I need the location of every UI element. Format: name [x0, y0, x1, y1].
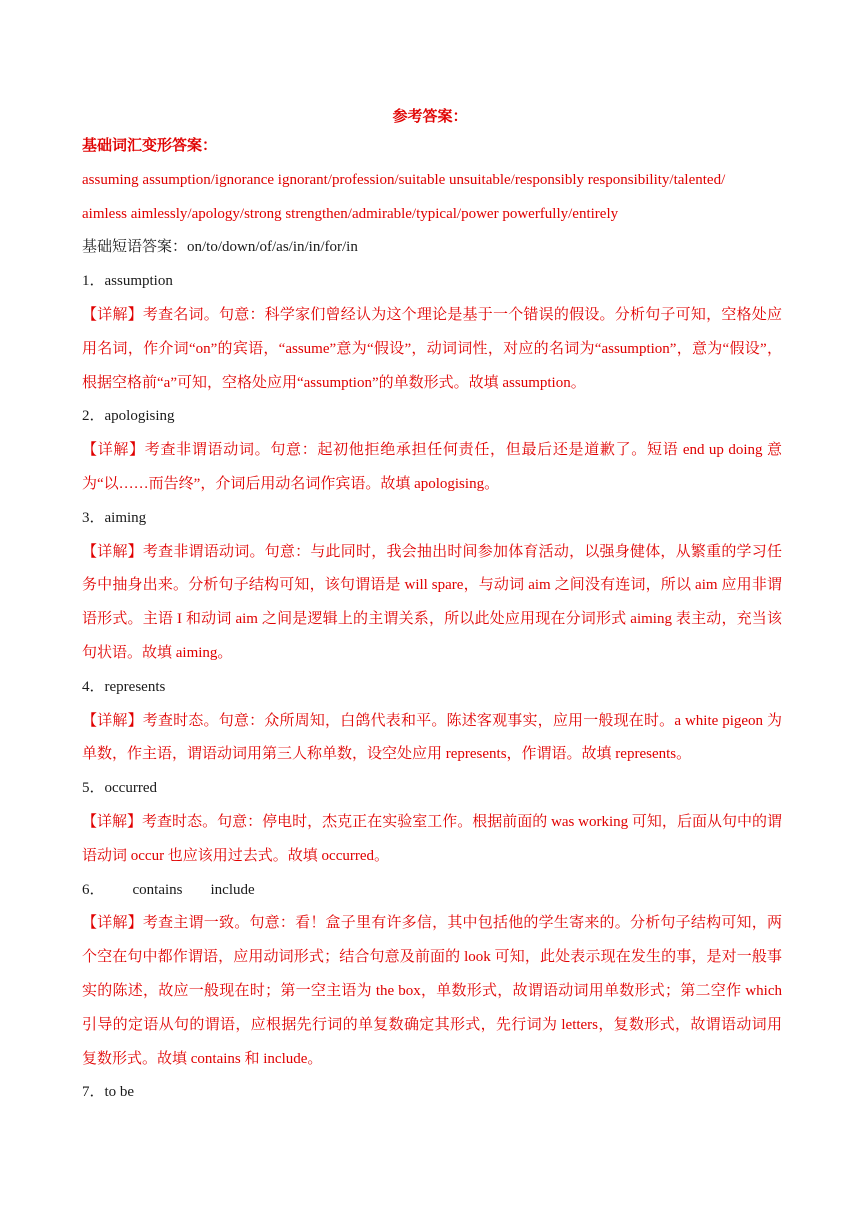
answer-content [82, 130, 782, 1110]
item-answer: represents [104, 678, 166, 695]
phrase-label: 基础短语答案： [82, 239, 188, 256]
page-title: 参考答案： [392, 109, 468, 125]
phrase-answers-line [82, 231, 782, 265]
item-6-explanation: 【详解】考查主谓一致。句意：看！盒子里有许多信，其中包括他的学生寄来的。分析句子结构可知，两个空在句中都作谓语，应用动词形式；结合句意及前面的 look 可知，此处表示现在发生的事，是对一般事实的陈述，故应一般现在时；第一空主语为 the box，单数形式，故谓语动词用单数形式；第二空作 which 引导的定语从句的谓语，应根据先行词的单复数确定其形式，先行词为 letters，复数形式，故谓语动词用复数形式。故填 contains 和 include。 [82, 915, 782, 1067]
item-number: 4． [82, 678, 105, 695]
vocab-line-1: assuming assumption/ignorance ignorant/profession/suitable unsuitable/responsibly responsibility/talented/ [82, 171, 726, 188]
item-3-explanation: 【详解】考查非谓语动词。句意：与此同时，我会抽出时间参加体育活动，以强身健体，从繁重的学习任务中抽身出来。分析句子结构可知，该句谓语是 will spare，与动词 aim 之间没有连词，所以 aim 应用非谓语形式。主语 I 和动词 aim 之间是逻辑上的主谓关系，所以此处应用现在分词形式 aiming 表主动，充当该句状语。故填 aiming。 [82, 543, 782, 661]
item-number: 2． [82, 408, 105, 425]
item-answer: assumption [104, 273, 173, 290]
item-answer: to be [104, 1084, 135, 1101]
item-4-explanation: 【详解】考查时态。句意：众所周知，白鸽代表和平。陈述客观事实，应用一般现在时。a white pigeon 为单数，作主语，谓语动词用第三人称单数，设空处应用 represents，作谓语。故填 represents。 [82, 712, 782, 763]
item-7-answer-line [82, 1076, 782, 1110]
item-6-answer-line [82, 874, 782, 908]
item-4-answer-line [82, 671, 782, 705]
item-answer-2: include [210, 881, 255, 898]
item-2-explanation: 【详解】考查非谓语动词。句意：起初他拒绝承担任何责任，但最后还是道歉了。短语 end up doing 意为“以……而告终”，介词后用动名词作宾语。故填 apologising。 [82, 442, 782, 492]
item-number: 1． [82, 273, 105, 290]
item-3-answer-line [82, 502, 782, 536]
item-5-explanation: 【详解】考查时态。句意：停电时，杰克正在实验室工作。根据前面的 was working 可知，后面从句中的谓语动词 occur 也应该用过去式。故填 occurred。 [82, 813, 782, 864]
item-2-answer-line [82, 400, 782, 434]
item-answer: occurred [104, 780, 157, 797]
vocab-line-2: aimless aimlessly/apology/strong strengthen/admirable/typical/power powerfully/entirely [82, 205, 619, 222]
item-answer: contains [132, 881, 183, 898]
vocab-heading: 基础词汇变形答案： [82, 138, 218, 154]
phrase-answers: on/to/down/of/as/in/in/for/in [187, 239, 358, 256]
item-number: 6． [82, 881, 105, 898]
item-number: 5． [82, 780, 105, 797]
item-1-answer-line [82, 265, 782, 299]
item-number: 7． [82, 1084, 105, 1101]
item-5-answer-line [82, 772, 782, 806]
item-answer: apologising [104, 408, 175, 425]
item-answer: aiming [104, 509, 147, 526]
item-number: 3． [82, 509, 105, 526]
item-1-explanation: 【详解】考查名词。句意：科学家们曾经认为这个理论是基于一个错误的假设。分析句子可知，空格处应用名词，作介词“on”的宾语，“assume”意为“假设”，动词词性，对应的名词为“assumption”，意为“假设”，根据空格前“a”可知，空格处应用“assumption”的单数形式。故填 assumption。 [82, 306, 782, 391]
